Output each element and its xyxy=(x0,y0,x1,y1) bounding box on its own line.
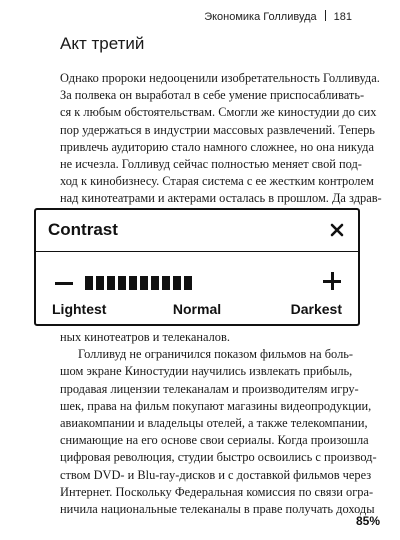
text-line: продавая лицензии телеканалам и производителям игру- xyxy=(60,381,359,396)
text-line: не исчезла. Голливуд сейчас полностью меняет свой под- xyxy=(60,157,362,172)
text-line: Интернет. Поскольку Федеральная комиссия по связи огра- xyxy=(60,484,374,499)
contrast-segment xyxy=(118,276,126,290)
text-line: цифровая революция, студии быстро освоились с производ- xyxy=(60,450,377,465)
contrast-slider[interactable] xyxy=(85,276,192,290)
text-line: Голливуд не ограничился показом фильмов на боль- xyxy=(78,347,354,362)
popup-header xyxy=(36,210,358,252)
running-header xyxy=(204,10,352,23)
text-line: привлечь аудиторию стало намного сложнее, но она никуда xyxy=(60,139,374,154)
reading-progress: 85% xyxy=(355,514,380,528)
text-line: шом экране Киностудии научились извлекать прибыль, xyxy=(60,364,353,379)
text-line: шек, права на фильм покупают магазины видеопродукции, xyxy=(60,398,372,413)
contrast-popup xyxy=(34,208,360,326)
label-normal: Normal xyxy=(172,301,222,317)
minus-icon xyxy=(55,282,73,285)
contrast-segment xyxy=(85,276,93,290)
chapter-title: Акт третий xyxy=(60,34,145,53)
contrast-segment xyxy=(140,276,148,290)
contrast-segment xyxy=(129,276,137,290)
text-line: ничила национальные телеканалы в праве получать доходы xyxy=(60,502,375,517)
contrast-segment xyxy=(162,276,170,290)
close-icon xyxy=(330,223,344,237)
contrast-segment xyxy=(151,276,159,290)
page-number: 181 xyxy=(333,11,352,23)
contrast-segment xyxy=(96,276,104,290)
text-line: За полвека он выработал в себе умение приспосабливать- xyxy=(60,88,365,103)
header-divider xyxy=(325,10,326,21)
text-line: ся к любым обстоятельствам. Смогли же киностудии до сих xyxy=(60,105,377,120)
popup-title: Contrast xyxy=(48,220,118,239)
text-line: ных кинотеатров и телеканалов. xyxy=(60,330,230,344)
contrast-segment xyxy=(107,276,115,290)
text-line: авиакомпании и владельцы отелей, а также телекомпании, xyxy=(60,416,368,431)
increase-contrast-button[interactable] xyxy=(323,272,341,290)
text-line: ход к кинобизнесу. Старая система с ее жестким контролем xyxy=(60,174,374,189)
contrast-segment xyxy=(173,276,181,290)
text-line: над кинотеатрами и актерами осталась в прошлом. Да здрав- xyxy=(60,191,382,206)
body-text-bottom xyxy=(60,329,377,518)
label-darkest: Darkest xyxy=(290,301,342,317)
text-line: снимающие на его основе свои сериалы. Когда произошла xyxy=(60,433,369,448)
book-title: Экономика Голливуда xyxy=(204,11,317,23)
close-button[interactable] xyxy=(324,217,350,243)
text-line: ством DVD- и Blu-ray-дисков и с доставкой фильмов через xyxy=(60,467,372,482)
text-line: пор удержаться в индустрии массовых развлечений. Теперь xyxy=(60,122,375,137)
contrast-segment xyxy=(184,276,192,290)
text-line: Однако пророки недооценили изобретательность Голливуда. xyxy=(60,71,380,85)
label-lightest: Lightest xyxy=(52,301,107,317)
body-text-top xyxy=(60,70,382,208)
